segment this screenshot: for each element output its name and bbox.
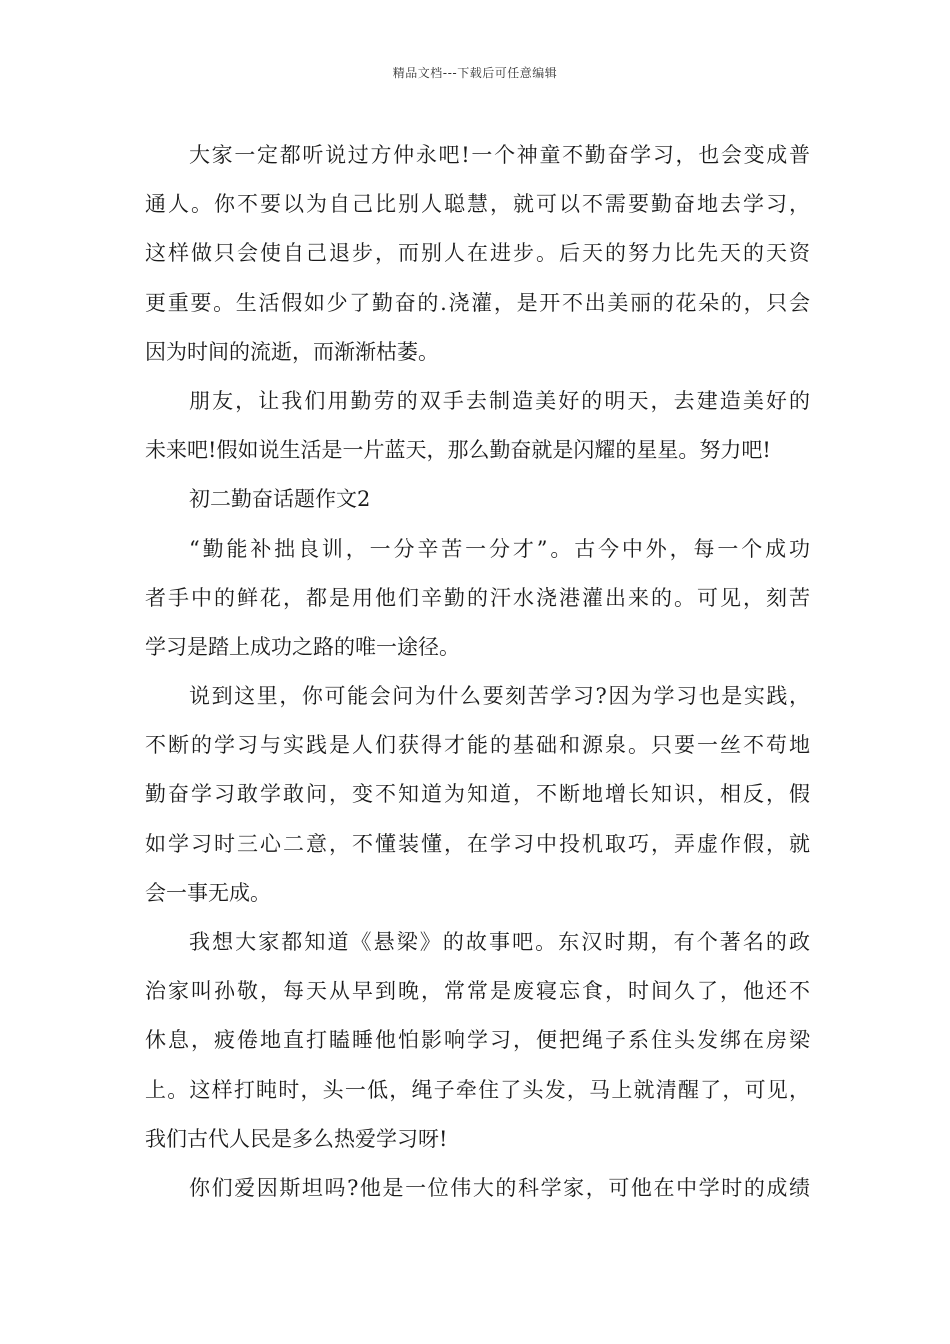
text-line: 勤奋学习敢学敢问，变不知道为知道，不断地增长知识，相反，假	[145, 782, 810, 807]
text-line: 因为时间的流逝，而渐渐枯萎。	[145, 339, 439, 364]
text-line: 更重要。生活假如少了勤奋的.浇灌，是开不出美丽的花朵的，只会	[145, 290, 810, 315]
text-line: 不断的学习与实践是人们获得才能的基础和源泉。只要一丝不苟地	[145, 733, 810, 758]
text-line: 未来吧!假如说生活是一片蓝天，那么勤奋就是闪耀的星星。努力吧!	[145, 438, 771, 463]
text-line: 如学习时三心二意，不懂装懂，在学习中投机取巧，弄虚作假，就	[145, 831, 810, 856]
text-line: 朋友，让我们用勤劳的双手去制造美好的明天，去建造美好的	[189, 388, 810, 413]
text-line: 我们古代人民是多么热爱学习呀!	[145, 1126, 448, 1151]
paragraph	[145, 131, 810, 377]
paragraph	[145, 672, 810, 918]
essay-title: 初二勤奋话题作文2	[189, 487, 371, 512]
paragraph	[145, 918, 810, 1164]
text-line: 大家一定都听说过方仲永吧!一个神童不勤奋学习，也会变成普	[189, 143, 810, 167]
text-line: 这样做只会使自己退步，而别人在进步。后天的努力比先天的天资	[145, 241, 810, 266]
text-line: 说到这里，你可能会问为什么要刻苦学习?因为学习也是实践，	[189, 684, 810, 709]
text-line: 你们爱因斯坦吗?他是一位伟大的科学家，可他在中学时的成绩	[189, 1175, 810, 1200]
text-line: 者手中的鲜花，都是用他们辛勤的汗水浇港灌出来的。可见，刻苦	[145, 585, 810, 610]
essay-heading	[145, 475, 810, 524]
text-line: 我想大家都知道《悬梁》的故事吧。东汉时期，有个著名的政	[189, 930, 810, 954]
text-line: 休息，疲倦地直打瞌睡他怕影响学习，便把绳子系住头发绑在房梁	[145, 1028, 810, 1053]
text-line: 学习是踏上成功之路的唯一途径。	[145, 634, 460, 659]
text-line: “勤能补拙良训，一分辛苦一分才”。古今中外，每一个成功	[189, 536, 810, 561]
document-body	[145, 131, 810, 1213]
text-line: 治家叫孙敬，每天从早到晚，常常是废寝忘食，时间久了，他还不	[145, 979, 810, 1004]
paragraph	[145, 525, 810, 673]
text-line: 会一事无成。	[145, 880, 271, 905]
page-header: 精品文档---下载后可任意编辑	[392, 66, 558, 80]
paragraph	[145, 377, 810, 475]
text-line: 上。这样打盹时，头一低，绳子牵住了头发，马上就清醒了，可见，	[145, 1077, 810, 1102]
text-line: 通人。你不要以为自己比别人聪慧，就可以不需要勤奋地去学习，	[145, 192, 810, 217]
paragraph	[145, 1164, 810, 1213]
